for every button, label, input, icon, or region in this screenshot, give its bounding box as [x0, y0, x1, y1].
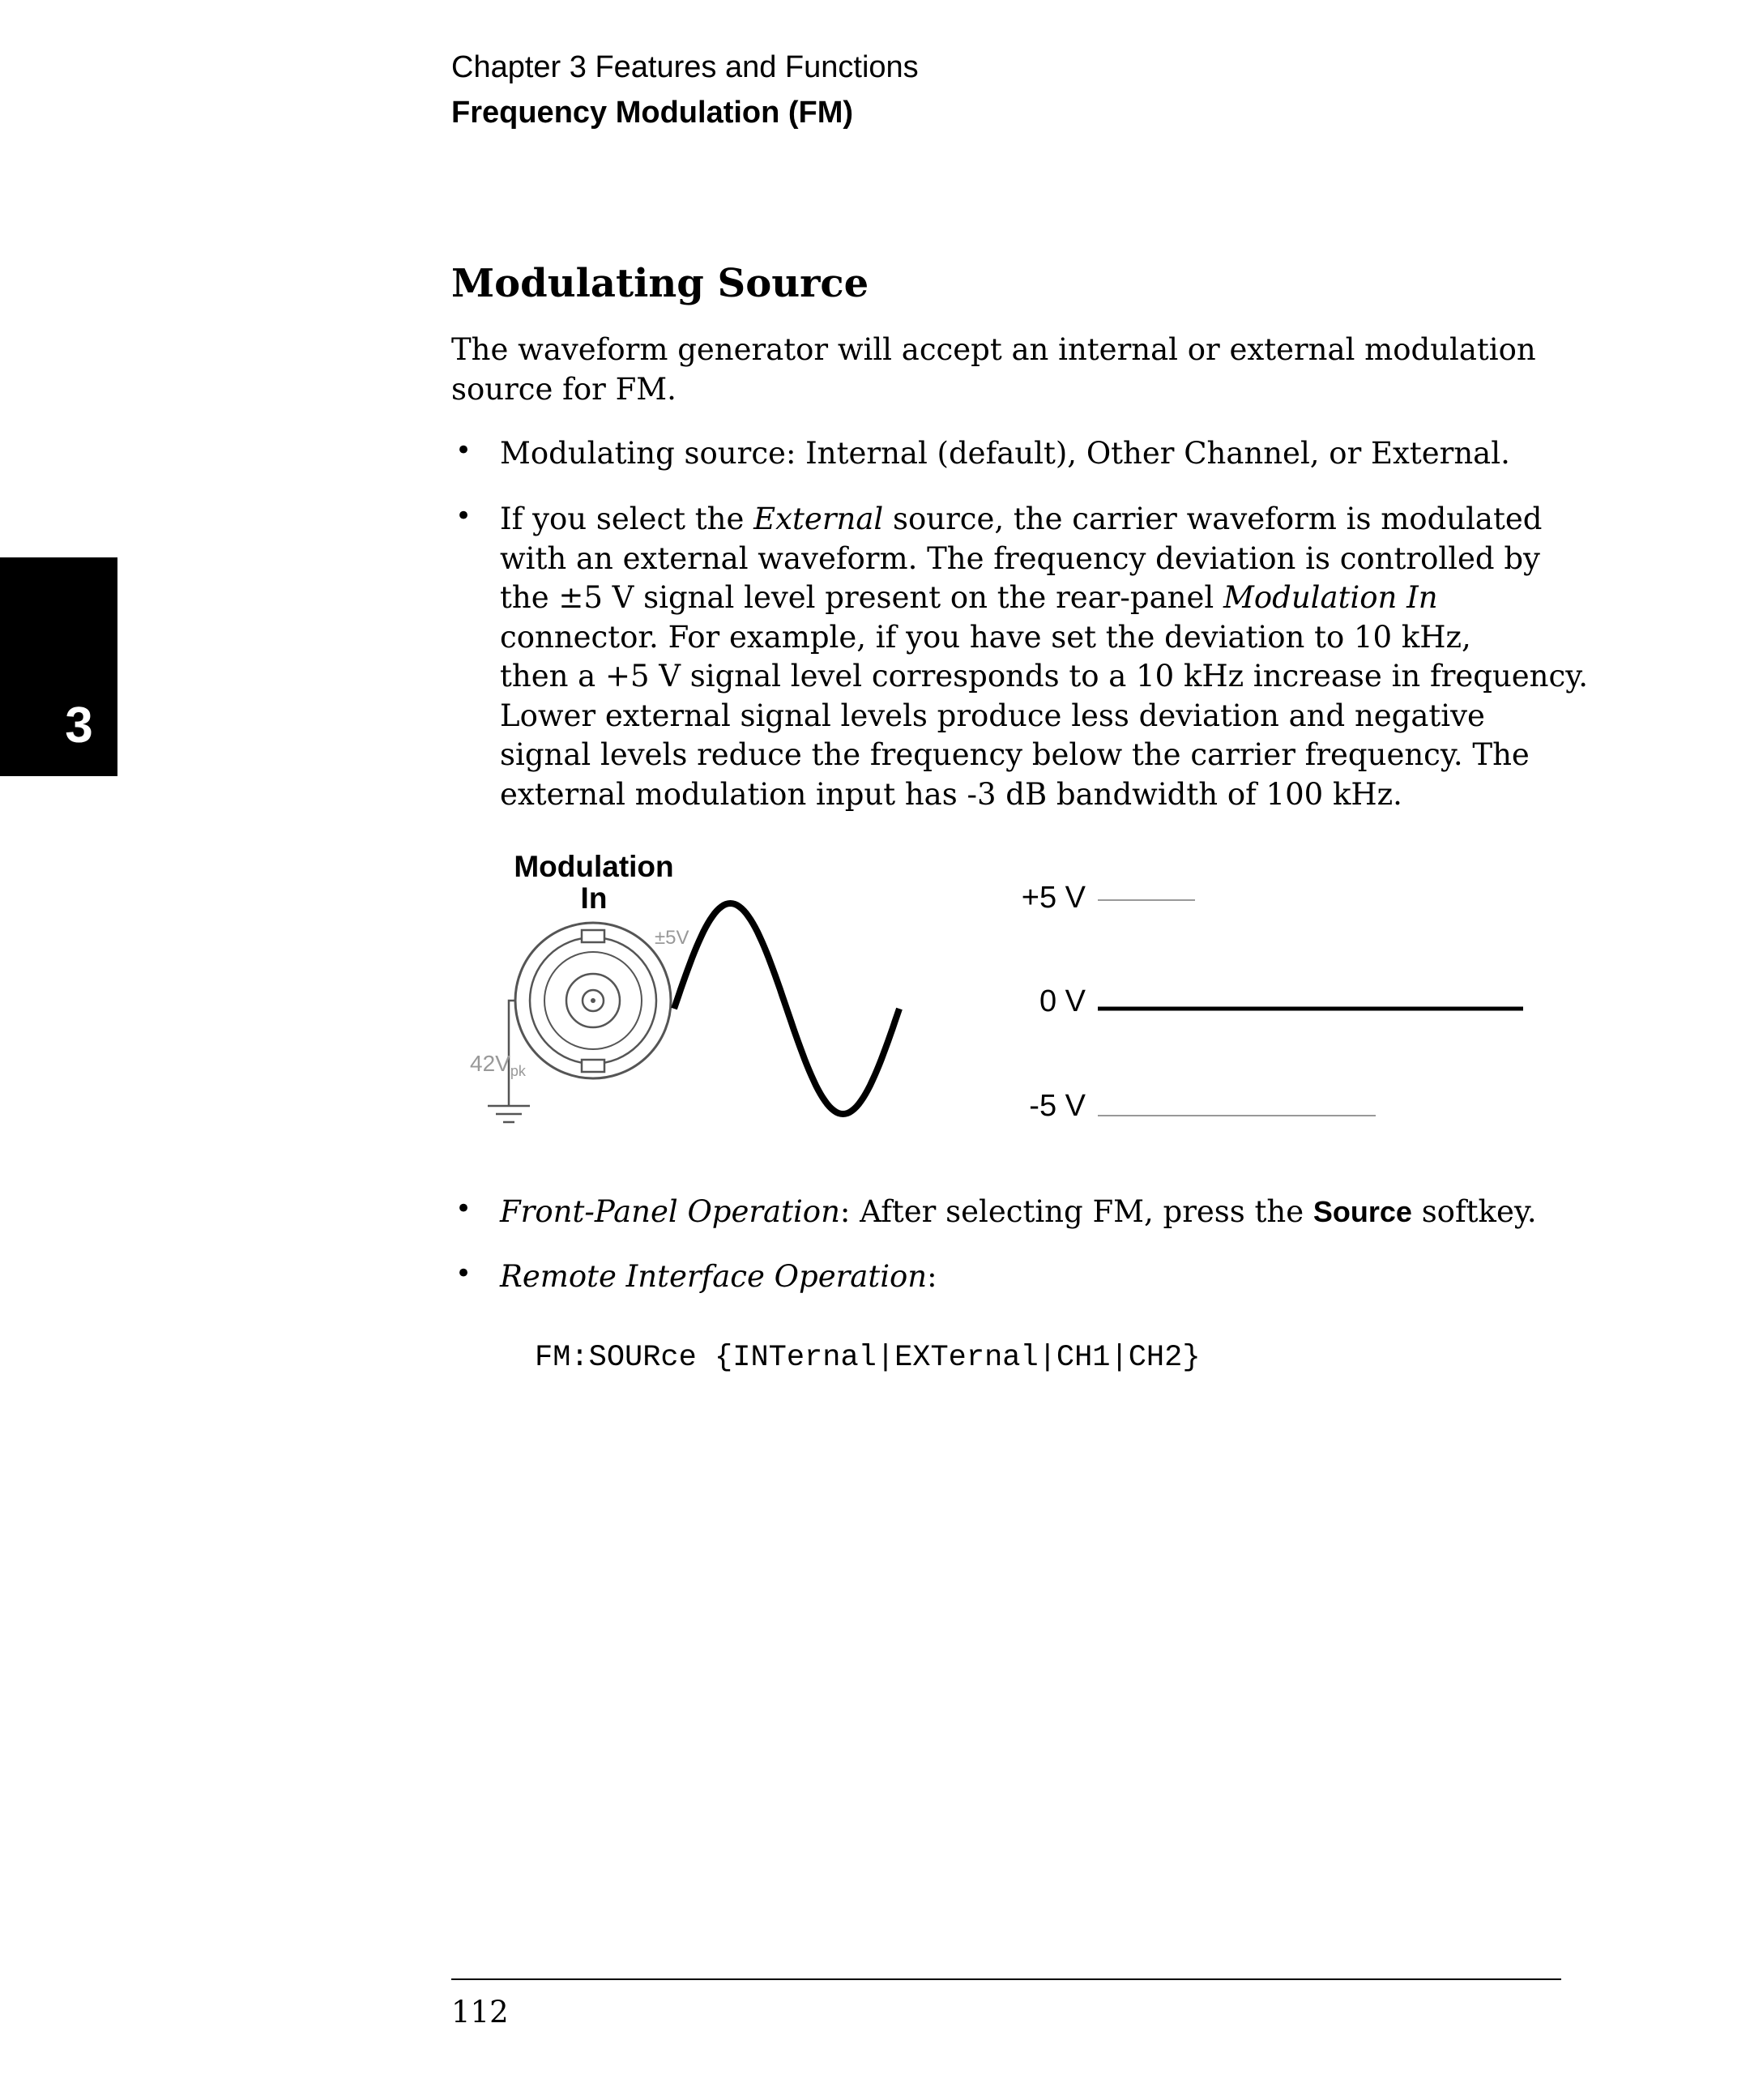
- text-run: If you select the: [500, 502, 754, 536]
- bullet-line: [500, 1193, 1577, 1232]
- bullet-external-source: [500, 500, 1588, 814]
- remote-interface-label: Remote Interface Operation: [500, 1259, 928, 1294]
- bullet-line: Modulating source: Internal (default), Other Channel, or External.: [500, 436, 1510, 471]
- text-run: : After selecting FM, press the: [839, 1194, 1313, 1229]
- bullet-marker: •: [455, 1193, 472, 1225]
- page-number: 112: [451, 1995, 509, 2030]
- running-header-chapter: Chapter 3 Features and Functions: [451, 50, 919, 84]
- footer-rule: [451, 1978, 1561, 1980]
- bullet-line: signal levels reduce the frequency below the carrier frequency. The: [500, 737, 1530, 772]
- bullet-front-panel: [500, 1193, 1577, 1232]
- intro-line: The waveform generator will accept an internal or external modulation: [451, 332, 1536, 367]
- intro-line: source for FM.: [451, 371, 677, 407]
- bullet-line: [500, 578, 1577, 618]
- level-label-zero: 0 V: [1039, 984, 1086, 1018]
- bullet-remote-interface: [500, 1257, 1577, 1297]
- text-run: :: [927, 1259, 937, 1294]
- emphasis-modulation-in: Modulation In: [1223, 580, 1438, 615]
- source-softkey-label: Source: [1312, 1195, 1412, 1228]
- connector-title-line1: Modulation: [514, 850, 674, 883]
- connector-title-line2: In: [580, 881, 608, 915]
- level-label-minus: -5 V: [1029, 1089, 1086, 1123]
- bullet-line: [500, 500, 1577, 540]
- bullet-marker: •: [455, 434, 472, 467]
- text-run: softkey.: [1411, 1194, 1537, 1229]
- bullet-marker: •: [455, 1257, 472, 1290]
- bnc-connector-icon: [488, 923, 671, 1122]
- intro-paragraph: [451, 331, 1561, 409]
- connector-max-sub: pk: [510, 1063, 526, 1079]
- emphasis-external: External: [753, 502, 884, 536]
- bullet-line: [500, 1257, 1577, 1297]
- scpi-command: FM:SOURce {INTernal|EXTernal|CH1|CH2}: [535, 1341, 1201, 1375]
- bullet-line: connector. For example, if you have set the deviation to 10 kHz,: [500, 619, 1471, 655]
- bullet-marker: •: [455, 500, 472, 532]
- bullet-line: external modulation input has -3 dB bandwidth of 100 kHz.: [500, 776, 1402, 812]
- bullet-line: with an external waveform. The frequency deviation is controlled by: [500, 540, 1540, 576]
- connector-range-label: ±5V: [655, 927, 689, 949]
- text-run: the ±5 V signal level present on the rear-panel: [500, 580, 1223, 615]
- connector-max-label: [470, 1051, 527, 1079]
- front-panel-label: Front-Panel Operation: [500, 1194, 840, 1229]
- bullet-line: Lower external signal levels produce less deviation and negative: [500, 698, 1485, 733]
- section-heading: Modulating Source: [451, 261, 869, 306]
- bullet-modulating-source: [500, 434, 1577, 474]
- sine-waveform: [674, 903, 899, 1114]
- running-header-section: Frequency Modulation (FM): [451, 96, 854, 130]
- text-run: source, the carrier waveform is modulated: [883, 502, 1543, 536]
- connector-max-main: 42V: [470, 1051, 510, 1076]
- chapter-tab-number: 3: [65, 698, 93, 753]
- level-label-plus: +5 V: [1021, 881, 1086, 915]
- modulation-input-figure: [454, 843, 1531, 1150]
- bullet-line: then a +5 V signal level corresponds to a 10 kHz increase in frequency.: [500, 659, 1588, 694]
